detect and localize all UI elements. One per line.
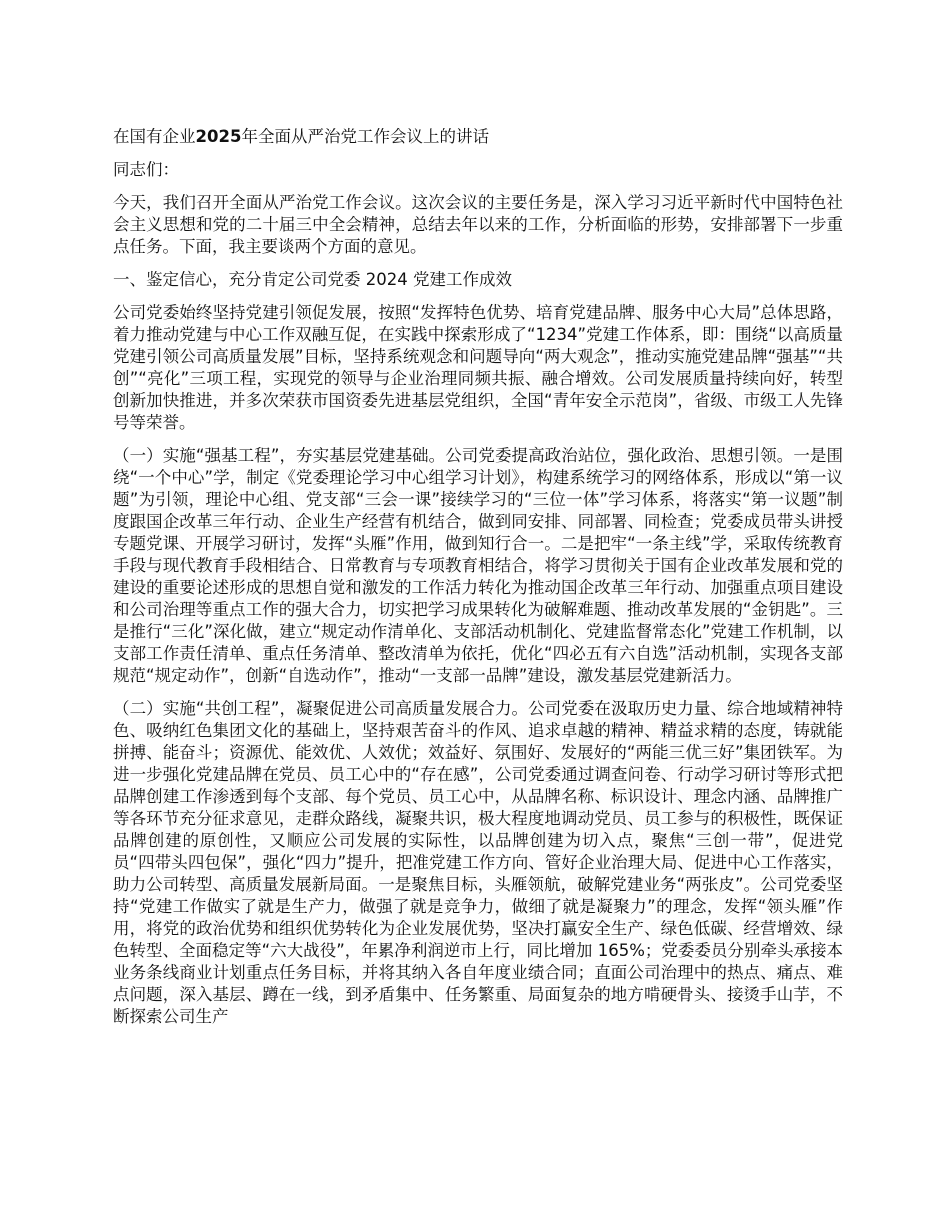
paragraph-summary: 公司党委始终坚持党建引领促发展，按照“发挥特色优势、培育党建品牌、服务中心大局”总体思路，着力推动党建与中心工作双融互促，在实践中探索形成了“1234”党建工作体系，即：围绕“以高质量党建引领公司高质量发展”目标，坚持系统观念和问题导向“两大观念”，推动实施党建品牌“强基”“共创”“亮化”三项工程，实现党的领导与企业治理同频共振、融合增效。公司发展质量持续向好，转型创新加快推进，并多次荣获市国资委先进基层党组织，全国“青年安全示范岗”，省级、市级工人先锋号等荣誉。 bbox=[113, 303, 843, 432]
title-year: 2025 bbox=[195, 127, 242, 146]
document-page bbox=[113, 126, 843, 1039]
document-title bbox=[113, 126, 843, 148]
paragraph-intro: 今天，我们召开全面从严治党工作会议。这次会议的主要任务是，深入学习习近平新时代中国特色社会主义思想和党的二十届三中全会精神，总结去年以来的工作，分析面临的形势，安排部署下一步重点任务。下面，我主要谈两个方面的意见。 bbox=[113, 193, 843, 256]
greeting: 同志们： bbox=[113, 160, 179, 179]
title-suffix: 年全面从严治党工作会议上的讲话 bbox=[241, 127, 489, 146]
title-prefix: 在国有企业 bbox=[113, 127, 196, 146]
section-heading-1: 一、鉴定信心，充分肯定公司党委 2024 党建工作成效 bbox=[113, 270, 512, 289]
paragraph-co-creation: （二）实施“共创工程”，凝聚促进公司高质量发展合力。公司党委在汲取历史力量、综合地域精神特色、吸纳红色集团文化的基础上，坚持艰苦奋斗的作风、追求卓越的精神、精益求精的态度，铸就能拼搏、能奋斗；资源优、能效优、人效优；效益好、氛围好、发展好的“两能三优三好”集团铁军。为进一步强化党建品牌在党员、员工心中的“存在感”，公司党委通过调查问卷、行动学习研讨等形式把品牌创建工作渗透到每个支部、每个党员、员工心中，从品牌名称、标识设计、理念内涵、品牌推广等各环节充分征求意见，走群众路线，凝聚共识，极大程度地调动党员、员工参与的积极性，既保证品牌创建的原创性，又顺应公司发展的实际性，以品牌创建为切入点，聚焦“三创一带”，促进党员“四带头四包保”，强化“四力”提升，把准党建工作方向、管好企业治理大局、促进中心工作落实，助力公司转型、高质量发展新局面。一是聚焦目标，头雁领航，破解党建业务“两张皮”。公司党委坚持“党建工作做实了就是生产力，做强了就是竞争力，做细了就是凝聚力”的理念，发挥“领头雁”作用，将党的政治优势和组织优势转化为企业发展优势，坚决打赢安全生产、绿色低碳、经营增效、绿色转型、全面稳定等“六大战役”，年累净利润逆市上行，同比增加 165%；党委委员分别牵头承接本业务条线商业计划重点任务目标，并将其纳入各自年度业绩合同；直面公司治理中的热点、痛点、难点问题，深入基层、蹲在一线，到矛盾集中、任务繁重、局面复杂的地方啃硬骨头、接烫手山芋，不断探索公司生产 bbox=[113, 699, 843, 1026]
paragraph-strong-foundation: （一）实施“强基工程”，夯实基层党建基础。公司党委提高政治站位，强化政治、思想引领。一是围绕“一个中心”学，制定《党委理论学习中心组学习计划》，构建系统学习的网络体系，形成以“第一议题”为引领，理论中心组、党支部“三会一课”接续学习的“三位一体”学习体系，将落实“第一议题”制度跟国企改革三年行动、企业生产经营有机结合，做到同安排、同部署、同检查；党委成员带头讲授专题党课、开展学习研讨，发挥“头雁”作用，做到知行合一。二是把牢“一条主线”学，采取传统教育手段与现代教育手段相结合、日常教育与专项教育相结合，将学习贯彻关于国有企业改革发展和党的建设的重要论述形成的思想自觉和激发的工作活力转化为推动国企改革三年行动、加强重点项目建设和公司治理等重点工作的强大合力，切实把学习成果转化为破解难题、推动改革发展的“金钥匙”。三是推行“三化”深化做，建立“规定动作清单化、支部活动机制化、党建监督常态化”党建工作机制，以支部工作责任清单、重点任务清单、整改清单为依托，优化“四必五有六自选”活动机制，实现各支部规范“规定动作”，创新“自选动作”，推动“一支部一品牌”建设，激发基层党建新活力。 bbox=[113, 446, 843, 685]
